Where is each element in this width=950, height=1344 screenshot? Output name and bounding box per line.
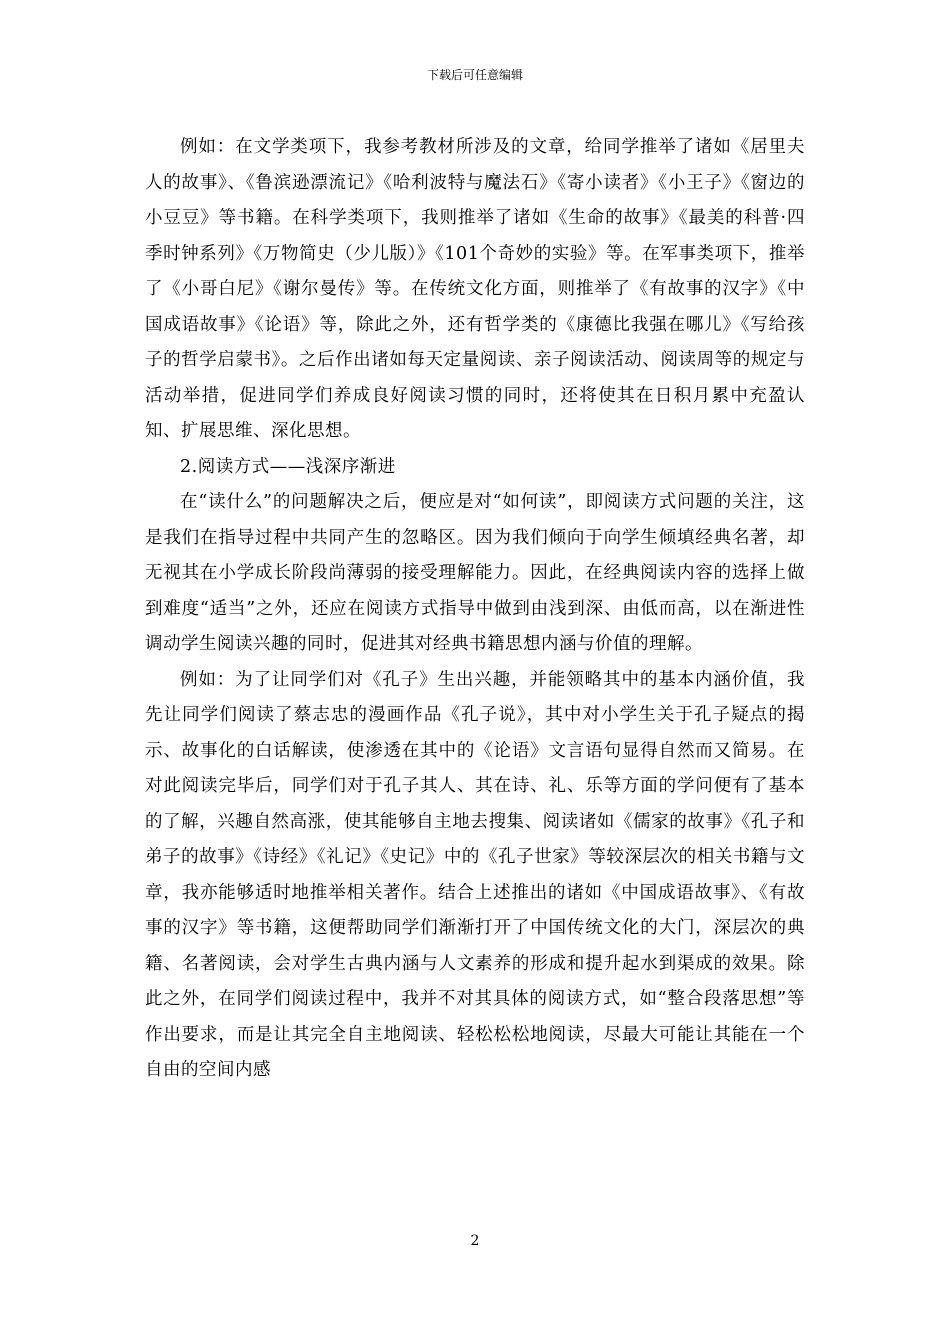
section-heading-reading-method: 2.阅读方式——浅深序渐进 bbox=[180, 456, 396, 477]
page-number: 2 bbox=[470, 1233, 480, 1249]
paragraph-confucius-example: 例如：为了让同学们对《孔子》生出兴趣，并能领略其中的基本内涵价值，我先让同学们阅读了蔡志忠的漫画作品《孔子说》，其中对小学生关于孔子疑点的揭示、故事化的白话解读，使渗透在其中的《论语》文言语句显得自然而又简易。在对此阅读完毕后，同学们对于孔子其人、其在诗、礼、乐等方面的学问便有了基本的了解，兴趣自然高涨，使其能够自主地去搜集、阅读诸如《儒家的故事》《孔子和弟子的故事》《诗经》《礼记》《史记》中的《孔子世家》等较深层次的相关书籍与文章，我亦能够适时地推举相关著作。结合上述推出的诸如《中国成语故事》、《有故事的汉字》等书籍，这便帮助同学们渐渐打开了中国传统文化的大门，深层次的典籍、名著阅读，会对学生古典内涵与人文素养的形成和提升起水到渠成的效果。除此之外，在同学们阅读过程中，我并不对其具体的阅读方式，如“整合段落思想”等作出要求，而是让其完全自主地阅读、轻松松松地阅读，尽最大可能让其能在一个自由的空间内感 bbox=[145, 669, 805, 1080]
paragraph-reading-method: 在“读什么”的问题解决之后，便应是对“如何读”，即阅读方式问题的关注，这是我们在指导过程中共同产生的忽略区。因为我们倾向于向学生倾填经典名著，却无视其在小学成长阶段尚薄弱的接受理解能力。因此，在经典阅读内容的选择上做到难度“适当”之外，还应在阅读方式指导中做到由浅到深、由低而高，以在渐进性调动学生阅读兴趣的同时，促进其对经典书籍思想内涵与价值的理解。 bbox=[145, 492, 805, 654]
document-body bbox=[145, 130, 805, 1089]
page-header: 下载后可任意编辑 bbox=[426, 68, 523, 82]
paragraph-literature-recommendations: 例如：在文学类项下，我参考教材所涉及的文章，给同学推举了诸如《居里夫人的故事》、《鲁滨逊漂流记》《哈利波特与魔法石》《寄小读者》《小王子》《窗边的小豆豆》等书籍。在科学类项下，我则推举了诸如《生命的故事》《最美的科普·四季时钟系列》《万物简史（少儿版）》《101个奇妙的实验》等。在军事类项下，推举了《小哥白尼》《谢尔曼传》等。在传统文化方面，则推举了《有故事的汉字》《中国成语故事》《论语》等，除此之外，还有哲学类的《康德比我强在哪儿》《写给孩子的哲学启蒙书》。之后作出诸如每天定量阅读、亲子阅读活动、阅读周等的规定与活动举措，促进同学们养成良好阅读习惯的同时，还将使其在日积月累中充盈认知、扩展思维、深化思想。 bbox=[145, 137, 805, 441]
